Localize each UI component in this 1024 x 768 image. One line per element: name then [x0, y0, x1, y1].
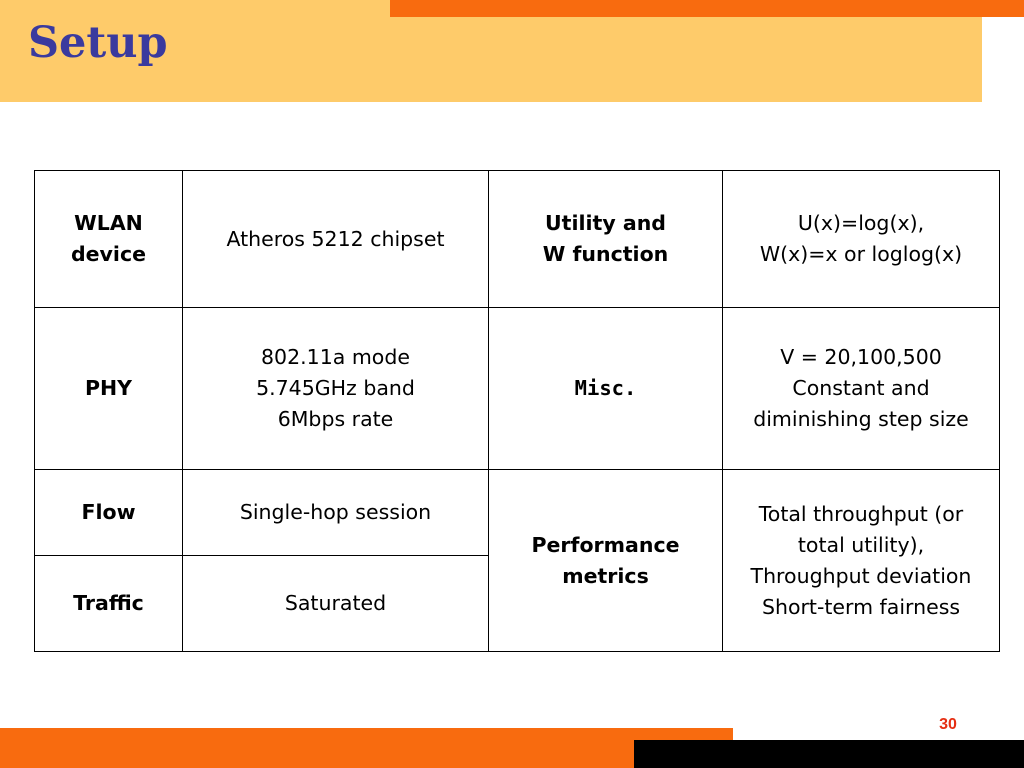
traffic-value-cell: [183, 556, 489, 652]
page-number: 30: [939, 716, 957, 733]
misc-value-cell: [723, 308, 1000, 470]
cell-text: Flow: [81, 500, 136, 524]
cell-text: Atheros 5212 chipset: [226, 226, 445, 251]
cell-text: Short-term fairness: [761, 594, 961, 619]
utility-value-cell: [723, 171, 1000, 308]
cell-text: W function: [542, 242, 669, 266]
wlan-device-label-cell: [35, 171, 183, 308]
cell-text: Utility and: [545, 211, 666, 235]
table-row: [35, 308, 1000, 470]
cell-text: 802.11a mode: [261, 345, 410, 369]
cell-text: Saturated: [284, 591, 387, 615]
utility-label-cell: [489, 171, 723, 308]
misc-label-cell: [489, 308, 723, 470]
cell-text: U(x)=log(x),: [797, 211, 925, 235]
bottom-accent-stripe: [0, 728, 733, 768]
setup-table: [34, 170, 1000, 652]
wlan-device-value-cell: [183, 171, 489, 308]
cell-text: metrics: [562, 563, 649, 588]
bottom-dark-bar: [634, 740, 1024, 768]
top-accent-stripe: [390, 0, 1024, 17]
cell-text: Traffic: [73, 591, 144, 615]
flow-value-cell: [183, 470, 489, 556]
cell-text: PHY: [84, 376, 133, 400]
table-row: [35, 171, 1000, 308]
cell-text: V = 20,100,500: [780, 345, 942, 369]
phy-label-cell: [35, 308, 183, 470]
cell-text: Throughput deviation: [750, 563, 972, 588]
cell-text: total utility),: [797, 532, 925, 557]
table-row: [35, 470, 1000, 556]
cell-text: 6Mbps rate: [277, 407, 394, 431]
phy-value-cell: [183, 308, 489, 470]
cell-text: WLAN: [74, 211, 143, 235]
performance-label-cell: [489, 470, 723, 652]
cell-text: 5.745GHz band: [256, 376, 415, 400]
cell-text: diminishing step size: [753, 407, 969, 431]
cell-text: Performance: [531, 532, 680, 557]
cell-text: Constant and: [792, 376, 930, 400]
cell-text: W(x)=x or loglog(x): [759, 242, 963, 266]
slide-title: Setup: [28, 18, 168, 68]
flow-label-cell: [35, 470, 183, 556]
cell-text: device: [70, 242, 147, 266]
cell-text: Single-hop session: [239, 500, 432, 524]
cell-text: Total throughput (or: [758, 501, 964, 526]
performance-value-cell: [723, 470, 1000, 652]
traffic-label-cell: [35, 556, 183, 652]
cell-text: Misc.: [574, 376, 637, 400]
